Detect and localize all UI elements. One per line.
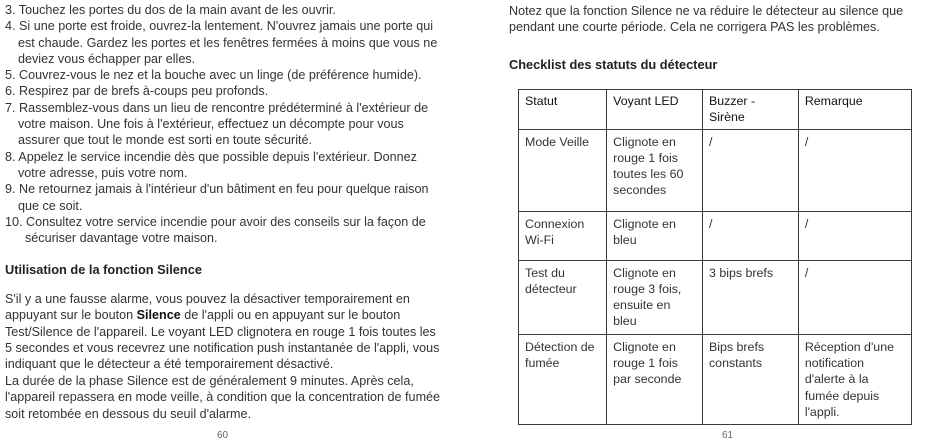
table-cell: 3 bips brefs <box>702 260 798 334</box>
column-header: Buzzer - Sirène <box>702 90 798 130</box>
table-cell: / <box>702 129 798 211</box>
list-item: 4. Si une porte est froide, ouvrez-la lentement. N'ouvrez jamais une porte qui est chaude. Gardez les portes et les fenêtres fermées à moins que vous ne deviez vous échapper par elles. <box>5 19 438 66</box>
table-row <box>519 260 912 334</box>
table-cell: Bips brefs constants <box>702 334 798 424</box>
silence-text-start: S'il y a une fausse alarme, vous pouvez la désactiver temporairement en appuyant sur le bouton <box>5 292 410 323</box>
silence-text-end: de l'appli ou en appuyant sur le bouton Test/Silence de l'appareil. Le voyant LED clignotera en rouge 1 fois toutes les 5 secondes et vous recevrez une notification push instantanée de l'appli, vous indiquant que le détecteur a été temporairement désactivé. <box>5 308 440 372</box>
list-item: 5. Couvrez-vous le nez et la bouche avec un linge (de préférence humide). <box>5 68 422 83</box>
silence-heading: Utilisation de la fonction Silence <box>5 262 202 277</box>
silence-paragraph <box>5 291 445 372</box>
table-cell: Mode Veille <box>519 129 607 211</box>
list-item: 7. Rassemblez-vous dans un lieu de rencontre prédéterminé à l'extérieur de votre maison. Une fois à l'extérieur, effectuez un décompte pour vous assurer que tout le monde est sorti en toute sécurité. <box>5 100 429 148</box>
table-row <box>519 129 912 211</box>
table-cell: / <box>798 211 911 260</box>
silence-button-name: Silence <box>136 308 181 323</box>
table-cell: Clignote en rouge 1 fois toutes les 60 secondes <box>607 129 703 211</box>
table-cell: Clignote en rouge 1 fois par seconde <box>607 334 703 424</box>
column-header: Statut <box>519 90 607 130</box>
silence-duration-paragraph: La durée de la phase Silence est de généralement 9 minutes. Après cela, l'appareil repassera en mode veille, à condition que la concentration de fumée soit retombée en dessous du seuil d'alarme. <box>5 374 441 421</box>
list-item: 6. Respirez par de brefs à-coups peu profonds. <box>5 84 269 99</box>
table-cell: Connexion Wi-Fi <box>519 211 607 260</box>
table-cell: / <box>798 260 911 334</box>
table-row <box>519 211 912 260</box>
table-cell: Clignote en bleu <box>607 211 703 260</box>
table-header-row <box>519 90 912 130</box>
column-header: Remarque <box>798 90 911 130</box>
list-item: 3. Touchez les portes du dos de la main avant de les ouvrir. <box>5 3 336 17</box>
page-number: 60 <box>217 430 229 441</box>
table-cell: Détection de fumée <box>519 334 607 424</box>
column-header: Voyant LED <box>607 90 703 130</box>
checklist-heading: Checklist des statuts du détecteur <box>509 57 718 72</box>
list-item: 10. Consultez votre service incendie pour avoir des conseils sur la façon de sécuriser davantage votre maison. <box>5 214 426 246</box>
list-item: 9. Ne retournez jamais à l'intérieur d'un bâtiment en feu pour quelque raison que ce soit. <box>5 182 429 213</box>
list-item: 8. Appelez le service incendie dès que possible depuis l'extérieur. Donnez votre adresse, puis votre nom. <box>5 149 417 180</box>
silence-note: Notez que la fonction Silence ne va réduire le détecteur au silence que pendant une courte période. Cela ne corrigera PAS les problèmes. <box>509 4 904 35</box>
safety-steps-list <box>5 2 445 246</box>
table-row <box>519 334 912 424</box>
right-page <box>475 0 950 445</box>
table-cell: Test du détecteur <box>519 260 607 334</box>
table-cell: Clignote en rouge 3 fois, ensuite en bleu <box>607 260 703 334</box>
status-table <box>518 89 912 425</box>
page-number: 61 <box>722 430 734 441</box>
table-cell: Réception d'une notification d'alerte à la fumée depuis l'appli. <box>798 334 911 424</box>
table-cell: / <box>798 129 911 211</box>
table-cell: / <box>702 211 798 260</box>
